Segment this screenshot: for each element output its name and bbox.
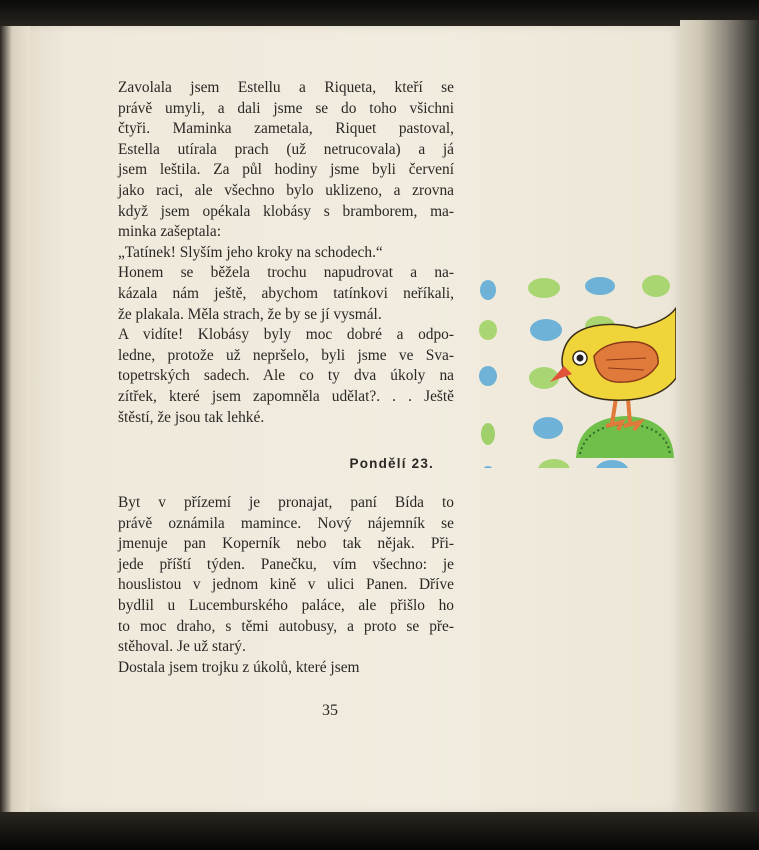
text-line: zítřek, které jsem zapomněla udělat?. . . Ještě (118, 387, 454, 405)
text-line: Honem se běžela trochu napudrovat a na- (118, 264, 454, 282)
dot (479, 366, 497, 386)
text-line: houslistou v jednom kině v ulici Panen. Dříve (118, 576, 454, 594)
dot (480, 280, 496, 300)
text-line: bydlil u Lucemburského paláce, ale přišlo ho (118, 596, 454, 614)
text-line: to moc draho, s těmi autobusy, a proto se pře- (118, 617, 454, 635)
dot (481, 423, 495, 445)
bird-illustration (476, 248, 676, 468)
section-heading: Pondělí 23. (349, 456, 434, 471)
text-line: minka zašeptala: (118, 223, 221, 241)
text-line: jede příští týden. Panečku, vím všechno: je (118, 555, 454, 573)
scan-border-bottom (0, 812, 759, 850)
text-line: ledne, protože už nepršelo, byli jsme ve Sva- (118, 346, 454, 364)
paragraph-3 (118, 263, 454, 325)
text-line: právě oznámila mamince. Nový nájemník se (118, 514, 454, 532)
text-line: jmenuje pan Koperník nebo tak nějak. Při- (118, 535, 454, 553)
text-line: Byt v přízemí je pronajat, paní Bída to (118, 494, 454, 511)
text-line: stěhoval. Je už starý. (118, 638, 246, 656)
page-number: 35 (322, 702, 338, 719)
page-stack-edge (680, 20, 759, 820)
dot (585, 277, 615, 295)
text-line: jako raci, ale všechno bylo uklizeno, a zrovna (118, 181, 454, 199)
paragraph-4 (118, 325, 454, 428)
dot (481, 466, 495, 468)
text-block-bottom (118, 493, 454, 678)
text-line: kázala nám ještě, abychom tatínkovi neříkali, (118, 284, 454, 302)
text-line: když jsem opékala klobásy s bramborem, ma- (118, 202, 454, 220)
text-line: A vidíte! Klobásy byly moc dobré a odpo- (118, 326, 454, 344)
paragraph-5 (118, 493, 454, 658)
text-line: Zavolala jsem Estellu a Riqueta, kteří se (118, 79, 454, 96)
text-line: „Tatínek! Slyším jeho kroky na schodech.“ (118, 243, 383, 261)
text-line: štěstí, že jsou tak lehké. (118, 408, 265, 426)
mound (576, 416, 674, 458)
bird (550, 308, 676, 458)
dot (538, 459, 570, 468)
book-page (30, 26, 682, 812)
text-block-top (118, 78, 454, 428)
dot (595, 460, 629, 468)
text-line: Estella utírala prach (už netrucovala) a já (118, 140, 454, 158)
previous-page-edge (0, 26, 30, 816)
text-line: že plakala. Měla strach, že by se jí vysmál. (118, 305, 382, 323)
text-line: čtyři. Maminka zametala, Riquet pastoval, (118, 120, 454, 138)
text-line: topetrských sadech. Ale co ty dva úkoly na (118, 367, 454, 385)
scan-border-top (0, 0, 759, 28)
dot (642, 275, 670, 297)
dot (479, 320, 497, 340)
dot (533, 417, 563, 439)
paragraph-2 (118, 243, 454, 264)
paragraph-1 (118, 78, 454, 243)
text-line: Dostala jsem trojku z úkolů, které jsem (118, 658, 360, 676)
paragraph-6 (118, 658, 454, 679)
text-line: jsem leštila. Za půl hodiny jsme byli červení (118, 161, 454, 179)
dot (530, 319, 562, 341)
text-line: právě umyli, a dali jsme se do toho všichni (118, 99, 454, 117)
dot (528, 278, 560, 298)
